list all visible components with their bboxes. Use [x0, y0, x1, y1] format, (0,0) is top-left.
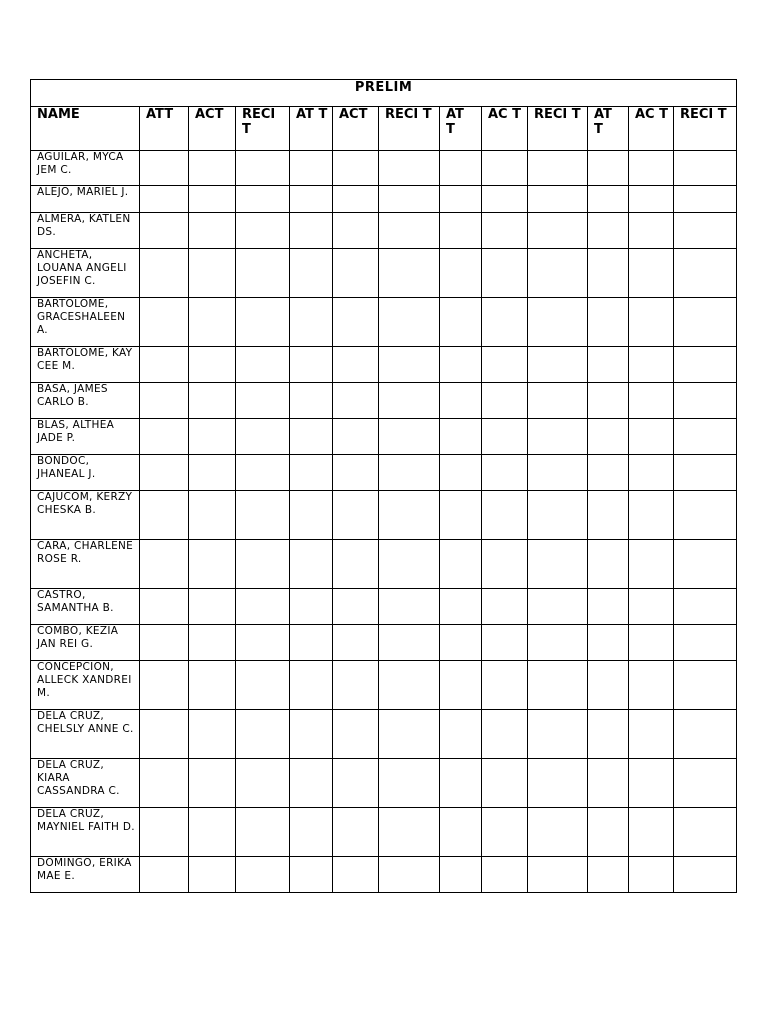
grade-cell[interactable] [236, 213, 290, 249]
student-name: COMBO, KEZIA JAN REI G. [31, 625, 140, 661]
grade-cell[interactable] [236, 661, 290, 710]
grade-cell[interactable] [674, 419, 737, 455]
grade-cell[interactable] [140, 298, 189, 347]
grade-cell[interactable] [140, 491, 189, 540]
grade-cell[interactable] [482, 419, 528, 455]
grade-cell[interactable] [379, 857, 440, 893]
grade-cell[interactable] [482, 808, 528, 857]
student-name: BARTOLOME, GRACESHALEEN A. [31, 298, 140, 347]
grade-cell[interactable] [482, 347, 528, 383]
grade-cell[interactable] [440, 540, 482, 589]
table-row [31, 661, 737, 710]
grade-cell[interactable] [674, 455, 737, 491]
grade-cell[interactable] [236, 491, 290, 540]
grade-cell[interactable] [440, 151, 482, 186]
grade-cell[interactable] [440, 347, 482, 383]
grade-cell[interactable] [333, 625, 379, 661]
grade-cell[interactable] [440, 661, 482, 710]
grade-cell[interactable] [189, 186, 236, 213]
grade-cell[interactable] [440, 213, 482, 249]
grade-cell[interactable] [290, 213, 333, 249]
grade-cell[interactable] [440, 186, 482, 213]
grade-cell[interactable] [674, 383, 737, 419]
grade-cell[interactable] [528, 383, 588, 419]
grade-cell[interactable] [629, 419, 674, 455]
grade-cell[interactable] [333, 491, 379, 540]
grade-cell[interactable] [236, 857, 290, 893]
grade-cell[interactable] [333, 383, 379, 419]
student-name: ALMERA, KATLEN DS. [31, 213, 140, 249]
grade-cell[interactable] [290, 491, 333, 540]
grade-cell[interactable] [528, 213, 588, 249]
grade-cell[interactable] [588, 419, 629, 455]
grade-cell[interactable] [482, 540, 528, 589]
table-row [31, 759, 737, 808]
grade-cell[interactable] [674, 151, 737, 186]
student-name: CAJUCOM, KERZY CHESKA B. [31, 491, 140, 540]
grade-cell[interactable] [588, 710, 629, 759]
grade-cell[interactable] [140, 455, 189, 491]
grade-cell[interactable] [528, 298, 588, 347]
grade-cell[interactable] [482, 298, 528, 347]
grade-cell[interactable] [140, 589, 189, 625]
grade-sheet-table [30, 79, 737, 893]
grade-cell[interactable] [482, 625, 528, 661]
grade-cell[interactable] [482, 383, 528, 419]
grade-cell[interactable] [674, 249, 737, 298]
grade-cell[interactable] [528, 540, 588, 589]
grade-cell[interactable] [189, 151, 236, 186]
grade-cell[interactable] [440, 249, 482, 298]
grade-cell[interactable] [140, 857, 189, 893]
grade-cell[interactable] [674, 710, 737, 759]
col-header-act-4: AC T [629, 107, 674, 151]
grade-cell[interactable] [588, 661, 629, 710]
table-row [31, 383, 737, 419]
grade-cell[interactable] [290, 249, 333, 298]
col-header-att-2: AT T [290, 107, 333, 151]
col-header-att-1: ATT [140, 107, 189, 151]
grade-cell[interactable] [588, 589, 629, 625]
grade-cell[interactable] [440, 857, 482, 893]
grade-cell[interactable] [140, 347, 189, 383]
header-row [31, 107, 737, 151]
student-name: ANCHETA, LOUANA ANGELI JOSEFIN C. [31, 249, 140, 298]
col-header-recit-3: RECI T [528, 107, 588, 151]
grade-cell[interactable] [588, 759, 629, 808]
grade-cell[interactable] [379, 455, 440, 491]
col-header-act-2: ACT [333, 107, 379, 151]
grade-cell[interactable] [290, 808, 333, 857]
grade-cell[interactable] [588, 186, 629, 213]
grade-cell[interactable] [333, 455, 379, 491]
grade-cell[interactable] [440, 298, 482, 347]
grade-cell[interactable] [440, 759, 482, 808]
grade-cell[interactable] [528, 151, 588, 186]
grade-cell[interactable] [629, 186, 674, 213]
grade-cell[interactable] [674, 347, 737, 383]
grade-cell[interactable] [440, 589, 482, 625]
table-row [31, 249, 737, 298]
grade-cell[interactable] [629, 759, 674, 808]
grade-cell[interactable] [140, 625, 189, 661]
grade-cell[interactable] [189, 589, 236, 625]
grade-cell[interactable] [379, 625, 440, 661]
grade-cell[interactable] [290, 186, 333, 213]
grade-cell[interactable] [528, 625, 588, 661]
grade-cell[interactable] [482, 661, 528, 710]
grade-cell[interactable] [629, 625, 674, 661]
student-name: DOMINGO, ERIKA MAE E. [31, 857, 140, 893]
grade-cell[interactable] [440, 710, 482, 759]
grade-cell[interactable] [290, 589, 333, 625]
grade-cell[interactable] [333, 661, 379, 710]
grade-cell[interactable] [440, 455, 482, 491]
grade-cell[interactable] [333, 540, 379, 589]
grade-cell[interactable] [629, 249, 674, 298]
grade-cell[interactable] [588, 213, 629, 249]
grade-cell[interactable] [379, 213, 440, 249]
grade-cell[interactable] [629, 151, 674, 186]
grade-cell[interactable] [333, 347, 379, 383]
student-name: BASA, JAMES CARLO B. [31, 383, 140, 419]
col-header-act-3: AC T [482, 107, 528, 151]
grade-cell[interactable] [189, 249, 236, 298]
grade-cell[interactable] [482, 710, 528, 759]
grade-cell[interactable] [290, 661, 333, 710]
grade-cell[interactable] [333, 589, 379, 625]
grade-cell[interactable] [588, 625, 629, 661]
student-name: BARTOLOME, KAY CEE M. [31, 347, 140, 383]
grade-cell[interactable] [482, 249, 528, 298]
grade-cell[interactable] [674, 759, 737, 808]
grade-cell[interactable] [588, 151, 629, 186]
grade-cell[interactable] [189, 383, 236, 419]
grade-cell[interactable] [528, 455, 588, 491]
grade-cell[interactable] [629, 383, 674, 419]
grade-cell[interactable] [236, 249, 290, 298]
grade-cell[interactable] [189, 298, 236, 347]
student-name: ALEJO, MARIEL J. [31, 186, 140, 213]
grade-cell[interactable] [236, 347, 290, 383]
col-header-att-4: AT T [588, 107, 629, 151]
grade-cell[interactable] [379, 808, 440, 857]
grade-cell[interactable] [379, 347, 440, 383]
grade-cell[interactable] [290, 857, 333, 893]
grade-cell[interactable] [440, 808, 482, 857]
grade-cell[interactable] [333, 710, 379, 759]
grade-cell[interactable] [140, 383, 189, 419]
grade-cell[interactable] [440, 625, 482, 661]
grade-cell[interactable] [588, 249, 629, 298]
grade-cell[interactable] [674, 661, 737, 710]
grade-cell[interactable] [379, 540, 440, 589]
grade-cell[interactable] [236, 625, 290, 661]
grade-cell[interactable] [379, 249, 440, 298]
grade-cell[interactable] [482, 759, 528, 808]
table-row [31, 540, 737, 589]
grade-cell[interactable] [528, 249, 588, 298]
grade-cell[interactable] [140, 710, 189, 759]
grade-cell[interactable] [189, 455, 236, 491]
grade-cell[interactable] [189, 625, 236, 661]
grade-cell[interactable] [588, 857, 629, 893]
grade-cell[interactable] [629, 491, 674, 540]
grade-cell[interactable] [140, 249, 189, 298]
grade-cell[interactable] [528, 347, 588, 383]
grade-cell[interactable] [588, 383, 629, 419]
col-header-att-3: AT T [440, 107, 482, 151]
table-row [31, 710, 737, 759]
grade-cell[interactable] [140, 759, 189, 808]
grade-cell[interactable] [528, 759, 588, 808]
grade-cell[interactable] [189, 857, 236, 893]
grade-cell[interactable] [236, 589, 290, 625]
student-name: BONDOC, JHANEAL J. [31, 455, 140, 491]
student-name: AGUILAR, MYCA JEM C. [31, 151, 140, 186]
grade-cell[interactable] [236, 419, 290, 455]
grade-cell[interactable] [379, 589, 440, 625]
grade-cell[interactable] [189, 661, 236, 710]
grade-cell[interactable] [379, 383, 440, 419]
grade-cell[interactable] [482, 213, 528, 249]
grade-cell[interactable] [333, 213, 379, 249]
grade-cell[interactable] [629, 661, 674, 710]
grade-cell[interactable] [290, 759, 333, 808]
grade-cell[interactable] [333, 298, 379, 347]
grade-cell[interactable] [629, 857, 674, 893]
grade-cell[interactable] [379, 710, 440, 759]
grade-cell[interactable] [189, 759, 236, 808]
grade-cell[interactable] [140, 213, 189, 249]
table-row [31, 347, 737, 383]
grade-cell[interactable] [333, 808, 379, 857]
grade-cell[interactable] [482, 589, 528, 625]
grade-cell[interactable] [379, 151, 440, 186]
title-row [31, 80, 737, 107]
grade-cell[interactable] [379, 186, 440, 213]
grade-cell[interactable] [290, 383, 333, 419]
student-name: DELA CRUZ, CHELSLY ANNE C. [31, 710, 140, 759]
col-header-name: NAME [31, 107, 140, 151]
grade-cell[interactable] [236, 540, 290, 589]
grade-cell[interactable] [674, 857, 737, 893]
grade-cell[interactable] [236, 383, 290, 419]
grade-cell[interactable] [236, 298, 290, 347]
grade-cell[interactable] [528, 857, 588, 893]
student-rows [31, 151, 737, 893]
grade-cell[interactable] [290, 298, 333, 347]
grade-cell[interactable] [528, 589, 588, 625]
grade-cell[interactable] [333, 759, 379, 808]
grade-cell[interactable] [290, 419, 333, 455]
grade-cell[interactable] [189, 808, 236, 857]
grade-cell[interactable] [236, 808, 290, 857]
table-row [31, 298, 737, 347]
grade-cell[interactable] [189, 419, 236, 455]
grade-cell[interactable] [379, 759, 440, 808]
grade-cell[interactable] [629, 455, 674, 491]
grade-cell[interactable] [140, 186, 189, 213]
grade-cell[interactable] [674, 808, 737, 857]
grade-cell[interactable] [140, 808, 189, 857]
grade-cell[interactable] [236, 710, 290, 759]
grade-cell[interactable] [674, 186, 737, 213]
grade-cell[interactable] [236, 759, 290, 808]
grade-cell[interactable] [528, 419, 588, 455]
grade-cell[interactable] [482, 186, 528, 213]
grade-cell[interactable] [140, 151, 189, 186]
student-name: CARA, CHARLENE ROSE R. [31, 540, 140, 589]
table-row [31, 589, 737, 625]
grade-cell[interactable] [482, 151, 528, 186]
table-row [31, 625, 737, 661]
table-row [31, 491, 737, 540]
grade-cell[interactable] [440, 383, 482, 419]
grade-cell[interactable] [290, 151, 333, 186]
table-row [31, 419, 737, 455]
grade-cell[interactable] [674, 625, 737, 661]
grade-cell[interactable] [189, 710, 236, 759]
grade-cell[interactable] [379, 298, 440, 347]
table-row [31, 151, 737, 186]
grade-cell[interactable] [528, 491, 588, 540]
grade-cell[interactable] [588, 455, 629, 491]
table-row [31, 808, 737, 857]
col-header-act-1: ACT [189, 107, 236, 151]
student-name: CASTRO, SAMANTHA B. [31, 589, 140, 625]
table-row [31, 186, 737, 213]
grade-cell[interactable] [629, 347, 674, 383]
grade-cell[interactable] [189, 491, 236, 540]
col-header-recit-1: RECI T [236, 107, 290, 151]
grade-cell[interactable] [588, 491, 629, 540]
grade-cell[interactable] [528, 186, 588, 213]
grade-cell[interactable] [333, 151, 379, 186]
grade-cell[interactable] [588, 347, 629, 383]
grade-cell[interactable] [333, 186, 379, 213]
grade-cell[interactable] [629, 589, 674, 625]
grade-cell[interactable] [333, 249, 379, 298]
col-header-recit-2: RECI T [379, 107, 440, 151]
grade-cell[interactable] [140, 419, 189, 455]
grade-cell[interactable] [588, 808, 629, 857]
grade-cell[interactable] [629, 710, 674, 759]
student-name: DELA CRUZ, MAYNIEL FAITH D. [31, 808, 140, 857]
grade-cell[interactable] [528, 808, 588, 857]
student-name: DELA CRUZ, KIARA CASSANDRA C. [31, 759, 140, 808]
table-title: PRELIM [31, 80, 737, 107]
grade-cell[interactable] [482, 857, 528, 893]
grade-cell[interactable] [440, 419, 482, 455]
grade-cell[interactable] [629, 298, 674, 347]
grade-cell[interactable] [379, 661, 440, 710]
grade-cell[interactable] [379, 419, 440, 455]
col-header-recit-4: RECI T [674, 107, 737, 151]
grade-cell[interactable] [482, 455, 528, 491]
grade-cell[interactable] [674, 491, 737, 540]
grade-cell[interactable] [189, 540, 236, 589]
grade-cell[interactable] [674, 589, 737, 625]
grade-cell[interactable] [290, 455, 333, 491]
grade-cell[interactable] [290, 625, 333, 661]
grade-cell[interactable] [379, 491, 440, 540]
grade-cell[interactable] [674, 540, 737, 589]
grade-cell[interactable] [236, 186, 290, 213]
grade-cell[interactable] [140, 661, 189, 710]
grade-cell[interactable] [189, 213, 236, 249]
grade-cell[interactable] [333, 419, 379, 455]
table-row [31, 455, 737, 491]
grade-cell[interactable] [528, 661, 588, 710]
grade-cell[interactable] [674, 213, 737, 249]
grade-cell[interactable] [588, 540, 629, 589]
grade-cell[interactable] [290, 540, 333, 589]
grade-cell[interactable] [290, 710, 333, 759]
grade-cell[interactable] [588, 298, 629, 347]
grade-cell[interactable] [189, 347, 236, 383]
table-row [31, 213, 737, 249]
grade-cell[interactable] [528, 710, 588, 759]
grade-cell[interactable] [674, 298, 737, 347]
grade-cell[interactable] [290, 347, 333, 383]
grade-cell[interactable] [629, 808, 674, 857]
grade-cell[interactable] [333, 857, 379, 893]
grade-cell[interactable] [140, 540, 189, 589]
grade-cell[interactable] [629, 213, 674, 249]
grade-cell[interactable] [482, 491, 528, 540]
student-name: BLAS, ALTHEA JADE P. [31, 419, 140, 455]
grade-cell[interactable] [236, 151, 290, 186]
grade-cell[interactable] [629, 540, 674, 589]
grade-cell[interactable] [440, 491, 482, 540]
student-name: CONCEPCION, ALLECK XANDREI M. [31, 661, 140, 710]
table-row [31, 857, 737, 893]
grade-cell[interactable] [236, 455, 290, 491]
